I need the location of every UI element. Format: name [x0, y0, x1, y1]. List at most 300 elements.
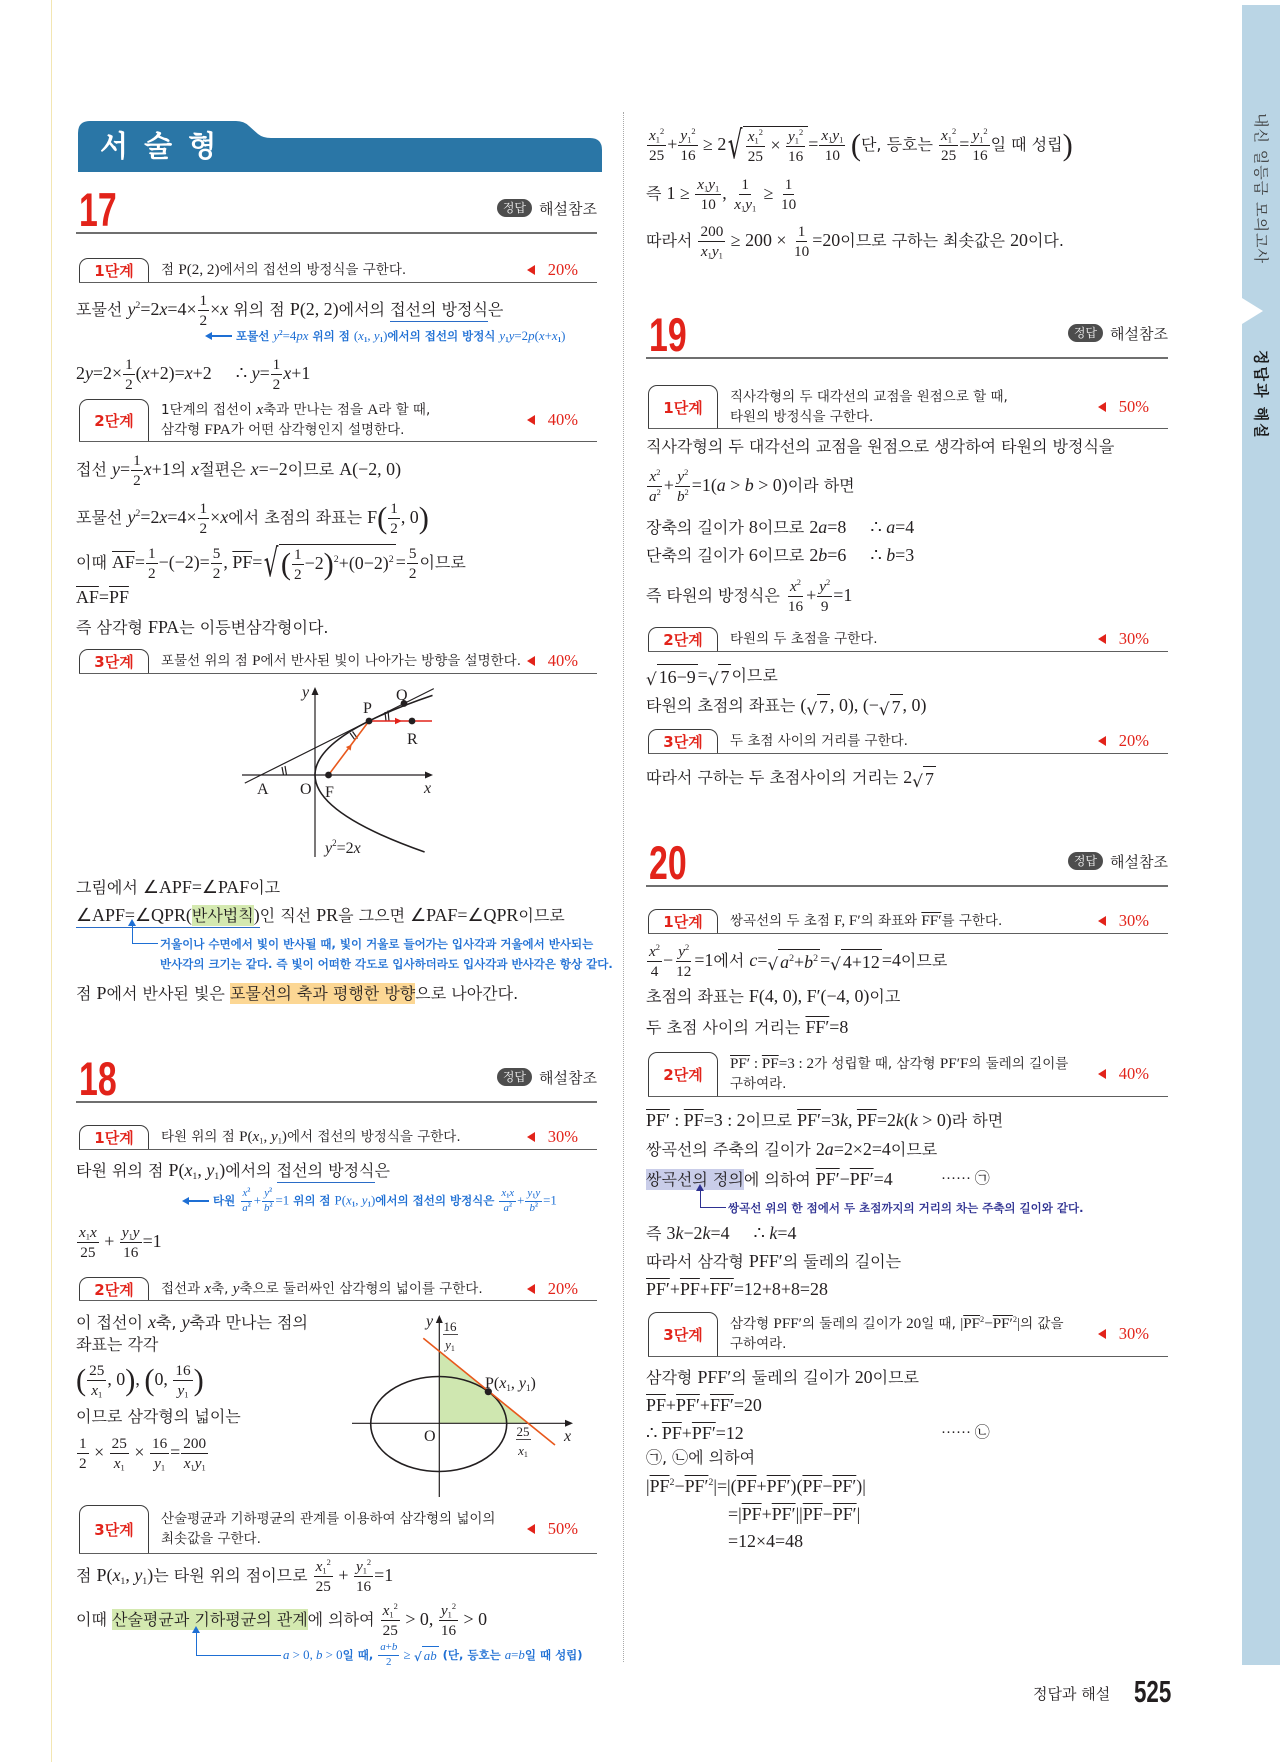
math-text: =6 — [827, 545, 847, 565]
math-variable: a — [242, 1201, 248, 1214]
math-variable: x — [112, 1565, 121, 1585]
subscript: 1 — [322, 1565, 327, 1576]
fraction — [110, 1435, 129, 1472]
text-run: 이므로 구하는 최솟값은 — [840, 231, 1011, 250]
note-connector-arrow-icon — [700, 1191, 726, 1208]
subscript: 1 — [707, 250, 712, 261]
fraction — [77, 1224, 99, 1261]
math-text: 10 — [780, 196, 797, 213]
math-text: 8 — [748, 517, 758, 537]
numerator — [439, 1602, 458, 1621]
superscript: 2 — [684, 941, 690, 952]
step-score — [1098, 909, 1149, 933]
math-variable: x — [700, 243, 708, 260]
curve-equation-label — [323, 838, 361, 857]
text-run: 따라서 — [646, 231, 698, 250]
denominator — [240, 1202, 253, 1215]
superscript: 2 — [983, 125, 988, 136]
underlined-term — [76, 903, 260, 928]
math-text: − — [822, 1476, 833, 1496]
superscript: 2 — [269, 1202, 273, 1209]
step-description-line — [730, 1054, 1068, 1074]
problem-header — [646, 835, 1168, 889]
math-text: =4 — [777, 1223, 797, 1243]
text-run: 이므로 — [518, 906, 565, 925]
text-run: 1단계의 접선이 — [161, 402, 257, 418]
answer-indicator — [497, 1067, 597, 1088]
math-text: − — [674, 1476, 685, 1496]
text-run: 에서의 접선의 방정식은 — [375, 1193, 499, 1208]
math-text: 200 — [183, 1434, 207, 1452]
math-variable: b — [676, 488, 685, 505]
math-text: P — [96, 983, 107, 1003]
text-run: 반사법칙 — [191, 906, 254, 925]
numerator — [786, 128, 805, 147]
math-text: 1 — [272, 355, 281, 373]
math-variable: k — [895, 1110, 904, 1130]
fraction — [439, 1602, 458, 1639]
text-run: 쌍곡선의 두 초점 — [730, 913, 835, 929]
triangle-left-icon — [527, 656, 535, 666]
math-text: =2 — [140, 507, 160, 527]
numerator — [695, 176, 721, 195]
text-run: 절편은 — [199, 460, 251, 479]
fraction — [647, 127, 666, 164]
problem-number: 17 — [79, 182, 117, 236]
math-variable: x — [252, 1129, 260, 1145]
superscript: 2 — [789, 953, 795, 965]
math-variable: b — [818, 545, 828, 565]
subscript: 1 — [389, 1609, 394, 1620]
origin-label: O — [300, 781, 312, 798]
math-text: = — [119, 459, 131, 479]
math-text: 3 — [666, 1223, 676, 1243]
step-row — [648, 627, 1168, 652]
step-label: 3단계 — [94, 1521, 134, 1539]
step-score — [1098, 1052, 1149, 1096]
subscript: 1 — [839, 134, 844, 145]
denominator — [779, 195, 798, 213]
math-text: 7 — [891, 697, 901, 718]
text-run: 즉 삼각형 — [76, 618, 148, 637]
subscript: 1 — [201, 1462, 206, 1473]
note-connector-arrow-icon — [196, 1633, 281, 1656]
fraction — [779, 176, 798, 213]
overline-segment: $\overline{PF}$ — [736, 1476, 757, 1496]
step-description-line — [161, 1509, 495, 1529]
math-variable: b — [518, 1648, 525, 1662]
fraction — [675, 468, 691, 505]
parabola-reflection-figure — [230, 675, 450, 865]
math-text: |=|( — [713, 1476, 737, 1496]
math-variable: x — [747, 127, 755, 145]
math-text: × — [210, 507, 221, 527]
step-row — [79, 258, 597, 283]
math-text: 7 — [819, 697, 828, 718]
superscript: 2 — [393, 1600, 398, 1611]
math-variable: y — [678, 942, 685, 960]
fraction — [131, 452, 143, 489]
math-variable: y — [264, 1187, 270, 1199]
subscript: 1 — [192, 1170, 198, 1182]
math-variable: y — [177, 1382, 185, 1399]
denominator — [939, 146, 958, 164]
text-run: 타원 위의 점 — [76, 1161, 169, 1180]
problem-header — [646, 307, 1168, 361]
math-text: =4× — [167, 507, 197, 527]
problem-header — [76, 182, 597, 236]
text-run: 산술평균과 기하평균의 관계 — [112, 1610, 308, 1629]
math-variable: x — [649, 126, 656, 144]
subscript: 1 — [142, 1575, 148, 1587]
solution-line — [646, 427, 1114, 467]
math-variable: p — [528, 329, 535, 343]
math-text: FPA — [204, 422, 231, 438]
overline-segment: $\overline{PF}$ — [741, 1504, 762, 1524]
step-score — [527, 649, 578, 673]
math-text: + — [544, 329, 552, 343]
denominator — [786, 597, 805, 615]
fraction — [198, 292, 210, 329]
math-variable: px — [296, 329, 309, 343]
numerator — [110, 1435, 129, 1454]
step-description-line — [730, 407, 1008, 427]
math-variable: x — [143, 459, 152, 479]
math-text: + — [681, 1423, 692, 1443]
denominator — [354, 1577, 373, 1595]
math-variable: b — [391, 1641, 398, 1653]
math-variable: a — [283, 1648, 290, 1662]
square-root — [262, 540, 395, 586]
step-description — [161, 258, 406, 282]
math-text: 2 — [815, 1139, 825, 1159]
answer-badge: 정답 — [497, 199, 532, 217]
square-root — [767, 949, 820, 973]
math-text: P(2, 2) — [289, 299, 339, 319]
fraction — [647, 943, 662, 980]
underlined-term — [390, 299, 488, 322]
step-label-box — [648, 729, 718, 753]
math-variable: b — [804, 952, 814, 973]
step-description — [730, 729, 908, 753]
triangle-left-icon — [1098, 402, 1106, 412]
math-variable: a — [380, 1641, 386, 1653]
solution-line — [646, 535, 914, 575]
denominator — [502, 1202, 515, 1215]
numerator — [796, 223, 808, 242]
math-text: −2 — [683, 1223, 703, 1243]
math-text: × — [765, 135, 786, 155]
math-text: > 0, — [289, 1648, 317, 1662]
text-run: 즉 타원의 방정식은 — [646, 586, 785, 605]
denominator — [792, 242, 811, 260]
highlighted-term — [230, 983, 415, 1004]
fraction — [120, 1224, 142, 1261]
fraction — [746, 128, 765, 165]
radicand — [923, 766, 936, 790]
math-text: =20 — [733, 1395, 762, 1415]
solution-line — [646, 122, 1073, 168]
math-variable: y — [112, 459, 120, 479]
score-percent: 20% — [547, 1278, 578, 1298]
text-run: 가 어떤 삼각형인지 설명한다. — [230, 422, 405, 438]
math-text: P( — [168, 1160, 185, 1180]
math-variable: x — [79, 1223, 86, 1241]
numerator — [77, 1435, 89, 1454]
numerator — [676, 943, 691, 962]
text-run: 에서 반사된 빛이 나아가는 방향을 설명한다. — [260, 653, 522, 669]
fraction — [381, 1602, 400, 1639]
step-score — [527, 1277, 578, 1300]
denominator — [732, 195, 758, 213]
text-run: 타원의 초점의 좌표는 — [646, 696, 801, 715]
large-parenthesis: ) — [418, 500, 429, 535]
denominator — [292, 565, 304, 583]
denominator — [77, 1454, 89, 1472]
subscript: 1 — [214, 1170, 220, 1182]
step-label-box — [648, 1312, 718, 1356]
subscript: 1 — [128, 1231, 133, 1242]
text-run: 축, — [155, 1313, 182, 1332]
score-percent: 40% — [1118, 1064, 1149, 1083]
math-text: , 0 — [400, 507, 419, 527]
overline-segment: PF′ — [992, 1316, 1013, 1332]
numerator — [271, 356, 283, 375]
step-label: 2단계 — [94, 412, 134, 430]
text-run: 이므로 — [731, 666, 778, 685]
text-run: 의 둘레의 길이가 — [731, 1368, 855, 1387]
text-run: 구하여라. — [730, 1076, 787, 1092]
triangle-left-icon — [1098, 634, 1106, 644]
numerator — [939, 127, 958, 146]
superscript: 2 — [279, 328, 283, 337]
math-text: 2 — [79, 1455, 87, 1472]
numerator — [388, 500, 400, 519]
math-variable: x — [250, 459, 259, 479]
text-run: 점 — [161, 262, 179, 278]
overline-segment: $\overline{PF}$ — [761, 1056, 779, 1072]
math-text: ( — [353, 329, 359, 343]
fraction — [647, 468, 663, 505]
step-score — [527, 258, 578, 282]
numerator — [970, 127, 989, 146]
square-root — [806, 694, 830, 718]
numerator — [675, 468, 690, 487]
math-variable: x — [283, 363, 292, 383]
triangle-left-icon — [527, 265, 535, 275]
radical-sign-icon: √ — [646, 668, 657, 689]
column-divider — [623, 112, 624, 1662]
denominator — [271, 375, 283, 393]
text-run: 이므로 — [872, 1368, 919, 1387]
math-text: P( — [96, 1565, 113, 1585]
fraction — [970, 127, 989, 164]
math-text: , — [722, 183, 732, 203]
math-text: − — [839, 1169, 850, 1189]
subscript: 1 — [120, 1462, 125, 1473]
sidebar-series-title: 내신 일등급 모의고사 — [1252, 113, 1270, 264]
math-text: 5 — [408, 544, 417, 562]
math-variable: a — [824, 1139, 834, 1159]
step-description-line — [730, 387, 1008, 407]
x-axis-label: x — [424, 780, 432, 797]
large-parenthesis: ( — [377, 500, 388, 535]
step-description-line — [730, 629, 878, 649]
math-variable: y — [181, 1312, 190, 1332]
math-text: 1 — [125, 355, 133, 373]
solution-line — [646, 1007, 848, 1047]
math-text: > 0) — [753, 475, 788, 495]
text-run: 라 할 때, — [378, 402, 431, 418]
score-percent: 30% — [1118, 911, 1149, 930]
numerator — [314, 1558, 333, 1577]
text-run: 의 둘레의 길이는 — [782, 1252, 902, 1271]
den-var: x — [518, 1443, 524, 1458]
superscript: 2 — [247, 1202, 251, 1209]
subscript: 1 — [120, 1575, 126, 1587]
math-variable: y — [788, 127, 795, 145]
fraction — [786, 128, 805, 165]
angle-mark — [282, 767, 284, 775]
superscript: 2 — [799, 126, 804, 137]
large-parenthesis: ( — [76, 1362, 87, 1397]
math-variable: k — [675, 1223, 684, 1243]
math-text: + — [253, 1193, 261, 1208]
text-run: 의 — [170, 460, 192, 479]
math-text: =2 — [514, 329, 529, 343]
math-text: , — [135, 1369, 145, 1389]
math-text: 0, — [154, 1369, 173, 1389]
math-text: = — [697, 665, 708, 685]
score-percent: 50% — [547, 1519, 578, 1538]
denominator — [211, 564, 223, 582]
math-variable: x — [89, 1223, 97, 1241]
numerator — [378, 1642, 399, 1656]
step-score — [1098, 385, 1149, 428]
math-variable: ab — [423, 1648, 437, 1663]
math-text: PFF′ — [748, 1251, 783, 1271]
fraction — [198, 500, 210, 537]
denominator — [675, 487, 691, 505]
math-variable: x — [141, 363, 150, 383]
triangle-left-icon — [1098, 916, 1106, 926]
denominator — [819, 597, 831, 615]
math-text: F — [367, 507, 378, 527]
superscript: 2 — [333, 553, 339, 565]
text-run: 구하여라. — [730, 1336, 787, 1352]
step-label-box — [79, 1277, 149, 1300]
point-r — [409, 718, 416, 725]
math-text: 2 — [133, 472, 141, 489]
denominator — [381, 1621, 400, 1639]
text-run: 이므로 — [757, 546, 810, 565]
numerator — [647, 943, 662, 962]
numerator — [241, 1188, 253, 1202]
label-part: 1 — [525, 1383, 531, 1393]
math-text: =3 — [820, 1110, 841, 1130]
solution-line — [76, 1555, 393, 1595]
solution-line — [76, 289, 503, 329]
origin-label: O — [424, 1428, 436, 1445]
superscript: 2 — [656, 486, 661, 497]
math-text: + — [794, 952, 805, 973]
step-row — [648, 385, 1168, 429]
step-description-line — [161, 651, 521, 671]
overline-segment: $\overline{PF}$ — [683, 1110, 704, 1130]
denominator — [439, 1621, 458, 1639]
subscript: 1 — [190, 1462, 195, 1473]
text-run: 이므로 — [419, 553, 466, 572]
answer-badge: 정답 — [1068, 324, 1103, 342]
text-run: 두 초점 사이의 거리를 구한다. — [730, 733, 908, 749]
text-run: 접선 — [76, 460, 112, 479]
math-text: A(−2, 0) — [339, 459, 402, 479]
math-variable: x — [159, 299, 168, 319]
math-text: + — [99, 1231, 119, 1251]
math-variable: y — [832, 126, 840, 144]
fraction — [674, 943, 693, 980]
math-variable: y — [273, 329, 280, 343]
math-variable: y — [680, 126, 688, 144]
answer-text: 해설참조 — [539, 199, 597, 218]
triangle-left-icon — [527, 1524, 535, 1534]
text-run: 포물선 — [76, 300, 128, 319]
math-text: + — [517, 1193, 525, 1208]
step-description — [161, 1505, 495, 1553]
math-text: ( — [534, 329, 539, 343]
step-description-line — [161, 1279, 483, 1299]
math-text: + — [669, 1279, 680, 1299]
text-run: 일 때 성립) — [524, 1648, 583, 1662]
math-text: 7 — [924, 769, 934, 790]
math-text: PFF′ — [697, 1367, 732, 1387]
square-root — [830, 949, 882, 973]
math-text: 16 — [972, 147, 988, 164]
text-run: 타원의 두 초점을 구한다. — [730, 631, 878, 647]
triangle-left-icon — [1098, 1069, 1106, 1079]
square-root — [879, 694, 903, 718]
math-text: 200 — [700, 222, 724, 240]
step-row — [79, 1277, 597, 1301]
math-text: ( — [135, 363, 142, 383]
step-row — [648, 1312, 1168, 1357]
text-run: 접선의 방정식 — [390, 300, 488, 319]
math-text: | — [856, 1504, 861, 1524]
fraction — [314, 1558, 333, 1595]
math-text: 2 — [390, 520, 398, 537]
text-run: 타원 — [213, 1193, 240, 1208]
denominator — [198, 519, 210, 537]
numerator — [746, 128, 765, 147]
math-text: 1 — [741, 175, 749, 193]
math-variable: y — [127, 507, 136, 527]
step-score — [1098, 729, 1149, 753]
numerator — [647, 127, 666, 146]
math-text: ) — [371, 1193, 376, 1208]
text-run: 에 의하여 — [743, 1170, 816, 1189]
solution-line — [76, 973, 518, 1013]
numerator — [678, 127, 697, 146]
step-row — [648, 1052, 1168, 1097]
math-text: = — [98, 587, 109, 607]
overline-segment: $\overline{PF}$ — [646, 1395, 666, 1415]
text-run: 거울이나 수면에서 빛이 반사될 때, 빛이 거울로 들어가는 입사각과 거울에서 반사되는 — [160, 937, 594, 951]
math-variable: y — [206, 1160, 215, 1180]
math-text: 20 — [906, 1316, 922, 1332]
math-text: 16 — [788, 148, 804, 165]
math-text: + — [806, 585, 817, 605]
step-description — [730, 385, 1008, 428]
